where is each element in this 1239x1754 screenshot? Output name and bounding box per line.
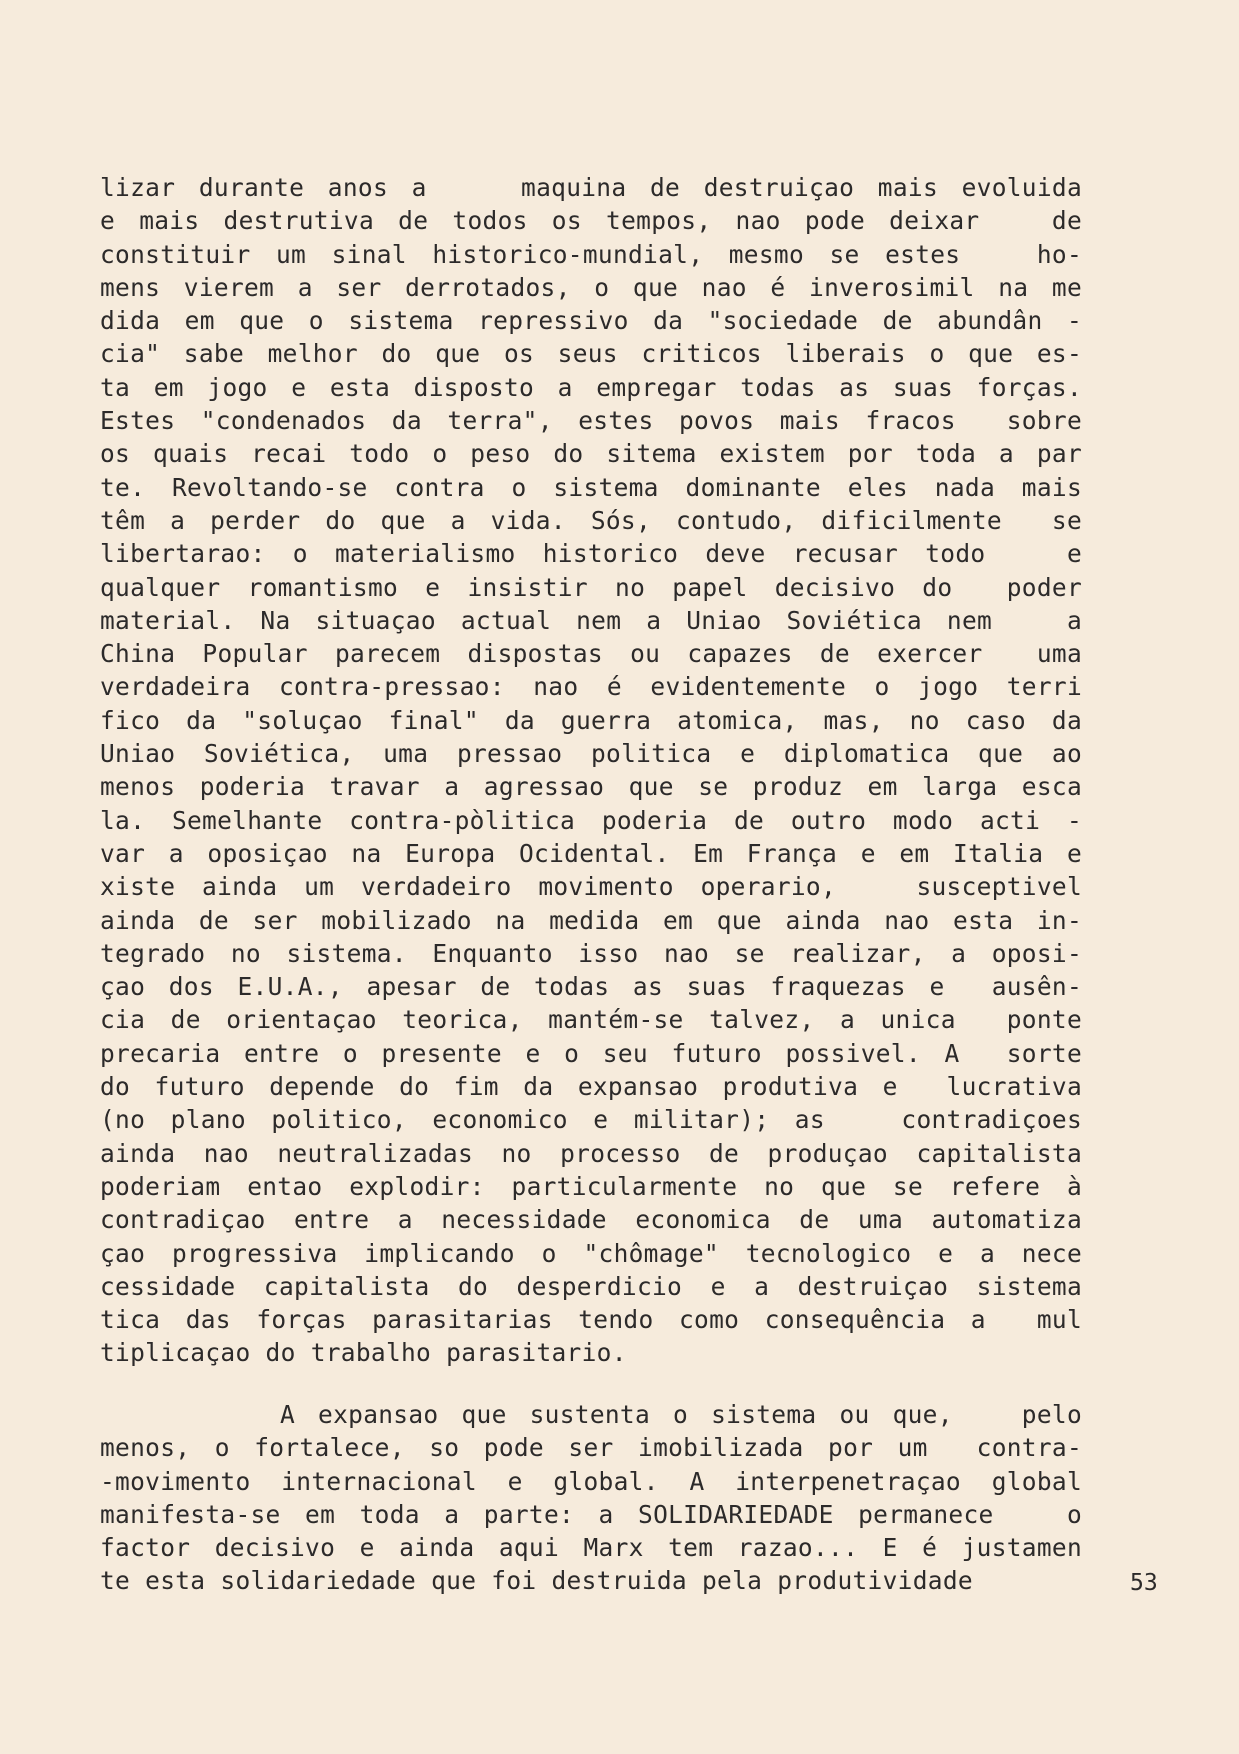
text-line: contradiçao entre a necessidade economica de uma automatiza xyxy=(100,1205,1082,1235)
text-line: -movimento internacional e global. A interpenetraçao global xyxy=(100,1466,1082,1496)
text-line: Estes "condenados da terra", estes povos mais fracos sobre xyxy=(100,406,1082,436)
text-line: (no plano politico, economico e militar); as contradiçoes xyxy=(100,1105,1082,1135)
text-line: la. Semelhante contra-pòlitica poderia de outro modo acti - xyxy=(100,805,1082,835)
text-line: e mais destrutiva de todos os tempos, nao pode deixar de xyxy=(100,206,1082,236)
text-line: cia" sabe melhor do que os seus criticos liberais o que es- xyxy=(100,339,1082,369)
text-line: tiplicaçao do trabalho parasitario. xyxy=(100,1338,627,1368)
text-line: lizar durante anos a maquina de destruiçao mais evoluida xyxy=(100,173,1082,202)
body-text-paragraph-1 xyxy=(100,171,1082,1370)
text-line: material. Na situaçao actual nem a Uniao Soviética nem a xyxy=(100,605,1082,635)
text-line: Uniao Soviética, uma pressao politica e diplomatica que ao xyxy=(100,739,1082,769)
text-line: cia de orientaçao teorica, mantém-se talvez, a unica ponte xyxy=(100,1005,1082,1035)
text-line: têm a perder do que a vida. Sós, contudo, dificilmente se xyxy=(100,505,1082,535)
text-line: poderiam entao explodir: particularmente no que se refere à xyxy=(100,1171,1082,1201)
text-line: ta em jogo e esta disposto a empregar todas as suas forças. xyxy=(100,372,1082,402)
text-line: ainda de ser mobilizado na medida em que ainda nao esta in- xyxy=(100,905,1082,935)
text-line: A expansao que sustenta o sistema ou que, pelo xyxy=(280,1400,1082,1429)
text-line: te esta solidariedade que foi destruida pela produtividade xyxy=(100,1566,973,1596)
text-line: ainda nao neutralizadas no processo de produçao capitalista xyxy=(100,1138,1082,1168)
text-line: var a oposiçao na Europa Ocidental. Em França e em Italia e xyxy=(100,838,1082,868)
text-line: xiste ainda um verdadeiro movimento operario, susceptivel xyxy=(100,872,1082,902)
text-line: do futuro depende do fim da expansao produtiva e lucrativa xyxy=(100,1072,1082,1102)
text-line: cessidade capitalista do desperdicio e a destruiçao sistema xyxy=(100,1271,1082,1301)
text-line: fico da "soluçao final" da guerra atomica, mas, no caso da xyxy=(100,705,1082,735)
text-line: menos poderia travar a agressao que se produz em larga esca xyxy=(100,772,1082,802)
text-line: te. Revoltando-se contra o sistema dominante eles nada mais xyxy=(100,472,1082,502)
text-line: tegrado no sistema. Enquanto isso nao se realizar, a oposi- xyxy=(100,938,1082,968)
text-line: China Popular parecem dispostas ou capazes de exercer uma xyxy=(100,639,1082,669)
text-line: libertarao: o materialismo historico deve recusar todo e xyxy=(100,539,1082,569)
text-line: os quais recai todo o peso do sitema existem por toda a par xyxy=(100,439,1082,469)
body-text-paragraph-2 xyxy=(100,1398,1082,1598)
text-line: manifesta-se em toda a parte: a SOLIDARIEDADE permanece o xyxy=(100,1499,1082,1529)
text-line: çao progressiva implicando o "chômage" tecnologico e a nece xyxy=(100,1238,1082,1268)
page-number: 53 xyxy=(1130,1570,1158,1596)
text-line: factor decisivo e ainda aqui Marx tem razao... E é justamen xyxy=(100,1533,1082,1563)
text-line: precaria entre o presente e o seu futuro possivel. A sorte xyxy=(100,1038,1082,1068)
text-line: qualquer romantismo e insistir no papel decisivo do poder xyxy=(100,572,1082,602)
text-line: verdadeira contra-pressao: nao é evidentemente o jogo terri xyxy=(100,672,1082,702)
text-line: tica das forças parasitarias tendo como consequência a mul xyxy=(100,1305,1082,1335)
text-line: mens vierem a ser derrotados, o que nao é inverosimil na me xyxy=(100,272,1082,302)
text-line: menos, o fortalece, so pode ser imobilizada por um contra- xyxy=(100,1433,1082,1463)
text-line: dida em que o sistema repressivo da "sociedade de abundân - xyxy=(100,306,1082,336)
text-line: çao dos E.U.A., apesar de todas as suas fraquezas e ausên- xyxy=(100,972,1082,1002)
text-line: constituir um sinal historico-mundial, mesmo se estes ho- xyxy=(100,239,1082,269)
